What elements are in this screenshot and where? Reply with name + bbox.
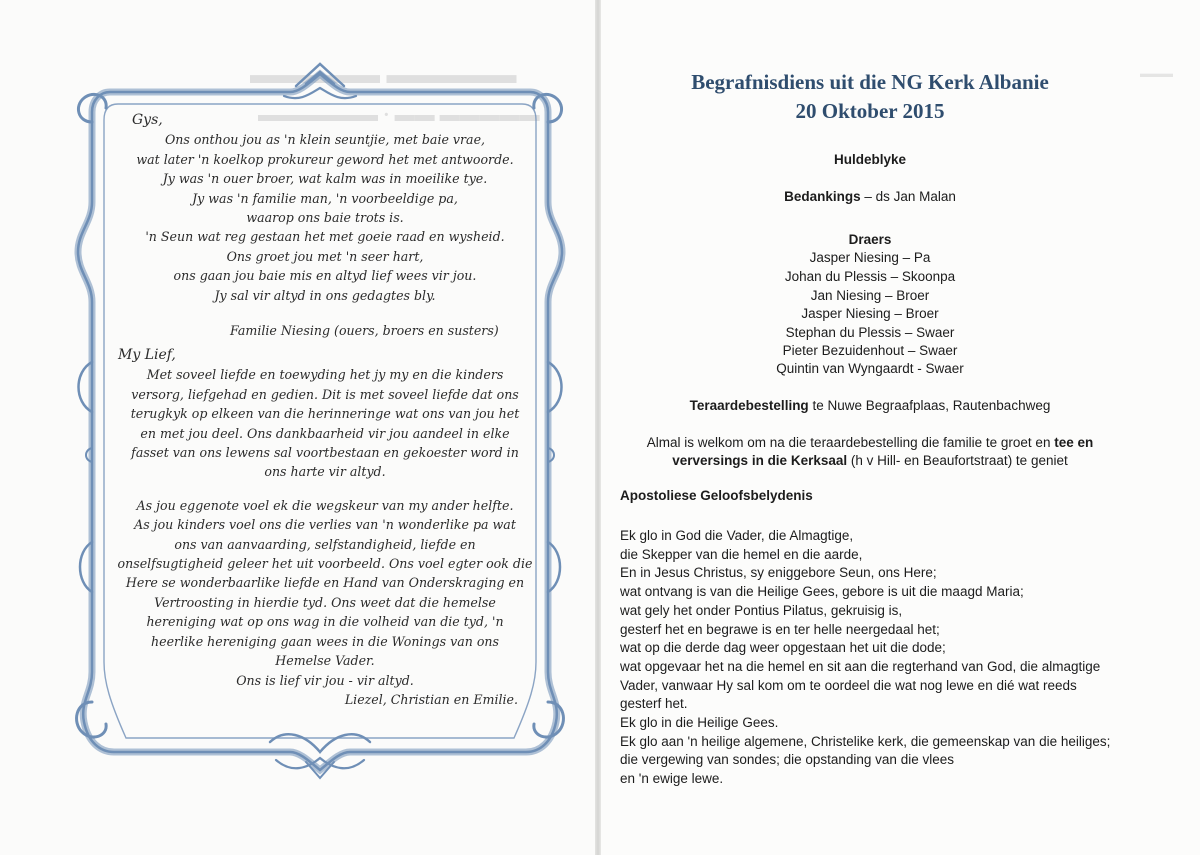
poem-line: As jou eggenote voel ek die wegskeur van my ander helfte. bbox=[136, 497, 514, 513]
poem-line: versorg, liefgehad en gedien. Dit is met soveel liefde dat ons bbox=[131, 386, 519, 402]
creed-line: en 'n ewige lewe. bbox=[620, 771, 724, 787]
poem-line: 'n Seun wat reg gestaan het met goeie raad en wysheid. bbox=[145, 229, 505, 245]
burial-line bbox=[620, 398, 1120, 413]
bleed-through-title: ▬▬▬▬▬ ▬▬▬▬▬ bbox=[250, 60, 517, 89]
burial-location: te Nuwe Begraafplaas, Rautenbachweg bbox=[808, 398, 1051, 413]
bearers-heading: Draers bbox=[848, 232, 892, 247]
bearer-item: Quintin van Wyngaardt - Swaer bbox=[776, 361, 964, 376]
bearer-item: Stephan du Plessis – Swaer bbox=[785, 325, 955, 340]
poem-line: fasset van ons lewens sal voortbestaan en gekoester word in bbox=[131, 445, 519, 461]
poem-greeting: Gys, bbox=[132, 112, 163, 128]
creed-line: die Skepper van die hemel en die aarde, bbox=[620, 546, 863, 562]
creed-line: wat op die derde dag weer opgestaan het uit die dode; bbox=[620, 640, 946, 656]
page-fold bbox=[595, 0, 601, 855]
welcome-refreshments: tee en bbox=[1054, 435, 1094, 450]
creed-line: gesterf het. bbox=[620, 696, 688, 712]
bearer-item: Jan Niesing – Broer bbox=[810, 288, 930, 303]
creed-line: wat opgevaar het na die hemel en sit aan die regterhand van God, die almagtige bbox=[620, 658, 1101, 674]
creed-heading: Apostoliese Geloofsbelydenis bbox=[620, 488, 813, 503]
welcome-line-2 bbox=[620, 453, 1120, 468]
burial-label: Teraardebestelling bbox=[689, 398, 809, 413]
creed-text bbox=[620, 527, 1160, 789]
poem-line: ons gaan jou baie mis en altyd lief wees vir jou. bbox=[173, 268, 477, 284]
welcome-line-1 bbox=[620, 435, 1120, 450]
poem-line: hereniging wat op ons wag in die volheid van die tyd, 'n bbox=[146, 614, 504, 630]
poem-my-lief bbox=[110, 346, 540, 709]
service-date: 20 Oktober 2015 bbox=[795, 99, 945, 123]
poem-line: Met soveel liefde en toewyding het jy my en die kinders bbox=[146, 367, 504, 383]
service-title: Begrafnisdiens uit die NG Kerk Albanie bbox=[691, 70, 1049, 94]
poem-line: heerlike hereniging gaan wees in die Wonings van ons bbox=[151, 633, 499, 649]
poem-line: Vertroosting in hierdie tyd. Ons weet dat die hemelse bbox=[154, 594, 496, 610]
creed-line: Ek glo in God die Vader, die Almagtige, bbox=[620, 528, 854, 543]
poem-greeting: My Lief, bbox=[118, 347, 176, 363]
thanks-speaker: – ds Jan Malan bbox=[860, 189, 956, 204]
thanks-line bbox=[620, 189, 1120, 204]
creed-line: Vader, vanwaar Hy sal kom om te oordeel die wat nog lewe en dié wat reeds bbox=[620, 677, 1077, 693]
thanks-label: Bedankings bbox=[784, 189, 861, 204]
bearer-item: Pieter Bezuidenhout – Swaer bbox=[782, 343, 958, 358]
poem-line: Ons groet jou met 'n seer hart, bbox=[226, 248, 424, 264]
creed-line: Ek glo aan 'n heilige algemene, Christelike kerk, die gemeenskap van die heiliges; bbox=[620, 733, 1111, 749]
welcome-text: Almal is welkom om na die teraardebestelling die familie te groet en bbox=[646, 435, 1055, 450]
bearer-item: Johan du Plessis – Skoonpa bbox=[784, 269, 956, 284]
poem-line: Ons is lief vir jou - vir altyd. bbox=[236, 672, 414, 688]
bearer-item: Jasper Niesing – Pa bbox=[809, 250, 931, 265]
poem-signature: Familie Niesing (ouers, broers en susters) bbox=[230, 323, 499, 339]
poem-line: Jy was 'n familie man, 'n voorbeeldige pa, bbox=[192, 190, 458, 206]
creed-line: wat gely het onder Pontius Pilatus, gekruisig is, bbox=[620, 602, 903, 618]
creed-line: Ek glo in die Heilige Gees. bbox=[620, 715, 779, 731]
poem-line: wat later 'n koelkop prokureur geword het met antwoorde. bbox=[136, 151, 514, 167]
poem-line: Here se wonderbaarlike liefde en Hand van Onderskraging en bbox=[125, 575, 525, 591]
poem-line: waarop ons baie trots is. bbox=[246, 210, 404, 226]
poem-line: onselfsugtigheid geleer het uit voorbeeld. Ons voel egter ook die bbox=[117, 556, 533, 572]
creed-line: gesterf het en begrawe is en ter helle neergedaal het; bbox=[620, 621, 940, 637]
poem-line: As jou kinders voel ons die verlies van 'n wonderlike pa wat bbox=[134, 517, 516, 533]
welcome-address: (h v Hill- en Beaufortstraat) te geniet bbox=[847, 453, 1068, 468]
poem-line: Hemelse Vader. bbox=[275, 653, 375, 669]
welcome-venue: verversings in die Kerksaal bbox=[672, 453, 848, 468]
poem-line: Ons onthou jou as 'n klein seuntjie, met baie vrae, bbox=[164, 132, 486, 148]
creed-line: wat ontvang is van die Heilige Gees, gebore is uit die maagd Maria; bbox=[620, 584, 1024, 600]
bearer-item: Jasper Niesing – Broer bbox=[801, 306, 939, 321]
poem-line: en met jou deel. Ons dankbaarheid vir jou aandeel in elke bbox=[140, 425, 510, 441]
poem-line: ons van aanvaarding, selfstandigheid, liefde en bbox=[174, 536, 476, 552]
poem-signature: Liezel, Christian en Emilie. bbox=[344, 691, 518, 707]
poem-line: ons harte vir altyd. bbox=[264, 464, 386, 480]
bleed-through-subtitle: ▬▬▬▬▬▬ · ▬▬ ▬▬▬▬▬ bbox=[258, 104, 540, 126]
poem-line: Jy was 'n ouer broer, wat kalm was in moeilike tye. bbox=[162, 171, 488, 187]
tributes-heading: Huldeblyke bbox=[833, 152, 907, 167]
poem-gys bbox=[110, 111, 540, 340]
creed-line: En in Jesus Christus, sy eniggebore Seun, ons Here; bbox=[620, 565, 937, 581]
poem-line: terugkyk op elkeen van die herinneringe wat ons van jou het bbox=[130, 406, 520, 422]
poem-line: Jy sal vir altyd in ons gedagtes bly. bbox=[214, 287, 436, 303]
bleed-through-margin: ▬▬▬ bbox=[1140, 68, 1173, 80]
creed-line: die vergewing van sondes; die opstanding van die vlees bbox=[620, 752, 954, 768]
